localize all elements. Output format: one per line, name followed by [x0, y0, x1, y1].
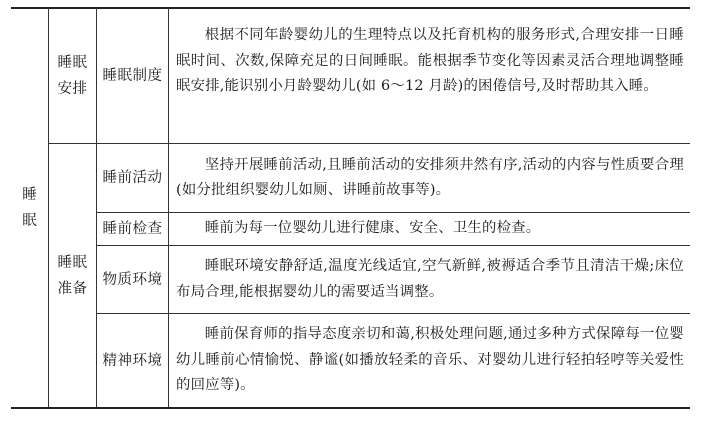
item-label: 睡前活动 [102, 170, 163, 186]
section-cell [49, 8, 96, 143]
item-cell [97, 246, 168, 313]
item-cell [97, 213, 168, 245]
item-label: 睡眠制度 [102, 67, 163, 84]
description-cell [176, 144, 684, 212]
description-text: 坚持开展睡前活动,且睡前活动的安排须井然有序,活动的内容与性质要合理(如分批组织婴幼儿如厕、讲睡前故事等)。 [176, 156, 684, 198]
description-text: 睡眠环境安静舒适,温度光线适宜,空气新鲜,被褥适合季节且清洁干燥;床位布局合理,能根据婴幼儿的需要适当调整。 [176, 258, 684, 300]
item-cell [97, 144, 168, 212]
item-label: 睡前检查 [102, 221, 163, 237]
description-text: 睡前保育师的指导态度亲切和蔼,积极处理问题,通过多种方式保障每一位婴幼儿睡前心情愉悦、静谧(如播放轻柔的音乐、对婴幼儿进行轻拍轻哼等关爱性的回应等)。 [176, 326, 684, 394]
description-text: 根据不同年龄婴幼儿的生理特点以及托育机构的服务形式,合理安排一日睡眠时间、次数,保障充足的日间睡眠。能根据季节变化等因素灵活合理地调整睡眠安排,能识别小月龄婴幼儿(如 6～12 月龄)的困倦信号,及时帮助其入睡。 [176, 27, 684, 94]
group-cell [11, 8, 48, 407]
bottom-rule [11, 407, 690, 409]
item-label: 物质环境 [102, 271, 163, 288]
section-label: 睡眠准备 [57, 254, 88, 297]
item-cell [97, 8, 168, 143]
description-text: 睡前为每一位婴幼儿进行健康、安全、卫生的检查。 [204, 220, 541, 237]
description-cell [176, 8, 684, 143]
section-cell [49, 144, 96, 407]
column-divider [168, 8, 169, 407]
item-cell [97, 314, 168, 407]
description-cell [176, 246, 684, 313]
section-label: 睡眠安排 [57, 54, 88, 97]
item-label: 精神环境 [102, 352, 163, 369]
description-cell [176, 314, 684, 407]
group-label: 睡眠 [22, 186, 37, 229]
description-cell [176, 213, 684, 245]
